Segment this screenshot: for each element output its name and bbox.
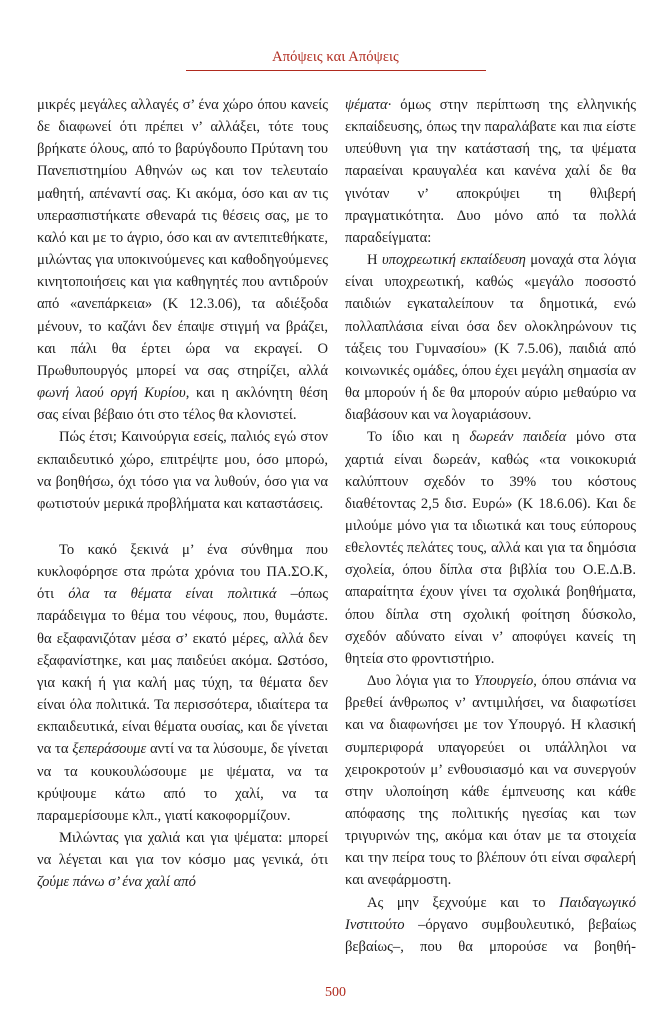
header-rule	[186, 70, 486, 71]
paragraph: Ας μην ξεχνούμε και το Παιδαγωγικό Ινστιτούτο –όργανο συμβουλευτικό, βεβαίως βεβαίως–, που θα μπορούσε να βοηθή-	[345, 894, 636, 955]
paragraph: Το κακό ξεκινά μ’ ένα σύνθημα που κυκλοφόρησε στα πρώτα χρόνια του ΠΑ.ΣΟ.Κ, ότι όλα τα θέματα είναι πολιτικά –όπως παράδειγμα το θέμα του νέφους, που, θυμάστε. θα εξαφανιζόταν μέσα σ’ εκατό μέρες, αλλά δεν εξαφανίστηκε, και μας παιδεύει ακόμα. Ωστόσο, για κακή ή για καλή μας τύχη, τα θέματα δεν είναι όλα πολιτικά. Τα περισσότερα, ιδιαίτερα τα εκπαιδευτικά, είναι θέματα ουσίας, και δε γίνεται να τα ξεπεράσουμε αντί να τα λύσουμε, δε γίνεται να τα κουκουλώσουμε με ψέματα, να τα κρύψουμε κάτω από το χαλί, να τα παραμερίσουμε κλπ., γιατί κακοφορμίζουν.	[37, 541, 328, 824]
paragraph: Πώς έτσι; Καινούργια εσείς, παλιός εγώ στον εκπαιδευτικό χώρο, επιτρέψτε μου, όσο μπορώ, να βοηθήσω, όχι τόσο για να λυθούν, όσο για να φωτιστούν μερικά προβλήματα και καταστάσεις.	[37, 429, 328, 512]
paragraph: Δυο λόγια για το Υπουργείο, όπου σπάνια να βρεθεί άνθρωπος ν’ αντιμιλήσει, να διαφωτίσει και να διαφωνήσει με τον Υπουργό. Η κλασική συμπεριφορά υπαγορεύει οι υπάλληλοι να χειροκροτούν μ’ ενθουσιασμό και να συνεργούν στην υλοποίηση κάθε έμπνευσης και κάθε απόφασης της πολιτικής ηγεσίας και των τριγυρινών της, ακόμα και όταν με τα στοιχεία και την πείρα τους το βλέπουν ότι είναι σφαλερή και ανεφάρμοστη.	[345, 673, 637, 889]
left-column	[37, 94, 328, 893]
right-column	[345, 94, 636, 958]
running-header: Απόψεις και Απόψεις	[272, 49, 399, 65]
paragraph: ψέματα· όμως στην περίπτωση της ελληνικής εκπαίδευσης, όπως την παραλάβατε και πια είστε υπεύθυνη για την κατάστασή της, τα ψέματα παραείναι κραυγαλέα και κανένα χαλί δε θα γινόταν ν’ αποκρύψει τη θλιβερή πραγματικότητα. Δυο μόνο από τα πολλά παραδείγματα:	[345, 97, 636, 246]
paragraph: Μιλώντας για χαλιά και για ψέματα: μπορεί να λέγεται και για τον κόσμο μας γενικά, ότι ζούμε πάνω σ’ ένα χαλί από	[37, 830, 328, 891]
paragraph: Το ίδιο και η δωρεάν παιδεία μόνο στα χαρτιά είναι δωρεάν, καθώς «τα νοικοκυριά καλύπτουν σχεδόν το 39% του κόστους διαθέτοντας 2,5 δισ. Ευρώ» (Κ 18.6.06). Και δε μιλούμε μόνο για τα ιδιωτικά και τους εύπορους εθελοντές πελάτες τους, αλλά και για τα δημόσια σχολεία, όπου δίπλα στα βιβλία του Ο.Ε.Δ.Β. απαραίτητα έχουν γίνει τα σχολικά βοηθήματα, όπου δίπλα στη σχολική φοίτηση δύσκολο, σχεδόν αδύνατο είναι ν’ αποφύγει κανείς τη θητεία στο φροντιστήριο.	[345, 429, 636, 667]
paragraph: μικρές μεγάλες αλλαγές σ’ ένα χώρο όπου κανείς δε διαφωνεί ότι πρέπει ν’ αλλάξει, τότε τους βρήκατε όλους, από το βαρύγδουπο Πρύτανη του Πανεπιστημίου Αθηνών ως και τον τελευταίο μαθητή, απέναντί σας. Κι ακόμα, όσο και αν τις υπερασπιστήκατε σθεναρά τις θέσεις σας, με το καλό και με το άγριο, όσο και αν αντεπιτεθήκατε, μιλώντας για υποκινούμενες και καθοδηγούμενες κινητοποιήσεις και για καθηγητές που αντιδρούν από «ανεπάρκεια» (Κ 12.3.06), τα αδιέξοδα μένουν, το καζάνι δεν έπαψε στιγμή να βράζει, και πάλι θα έρτει ώρα να εκραγεί. Ο Πρωθυπουργός μπορεί να σας στηρίζει, αλλά φωνή λαού οργή Κυρίου, και η ακλόνητη θέση σας είναι βέβαιο ότι στο τέλος θα κλονιστεί.	[37, 97, 329, 424]
paragraph: Η υποχρεωτική εκπαίδευση μοναχά στα λόγια είναι υποχρεωτική, καθώς «μεγάλο ποσοστό παιδιών εγκαταλείπουν τα δημοτικά, ενώ πολλαπλάσια είναι όσα δεν ολοκληρώνουν τις τάξεις του Γυμνασίου» (Κ 7.5.06), παιδιά από κοινωνικές ομάδες, όπου έχει μεγάλη σημασία αν θα μπορούν ή δε θα μπορούν αύριο μεθαύριο να διαβάσουν και να λογαριάσουν.	[345, 252, 636, 424]
page-number: 500	[325, 985, 346, 1000]
